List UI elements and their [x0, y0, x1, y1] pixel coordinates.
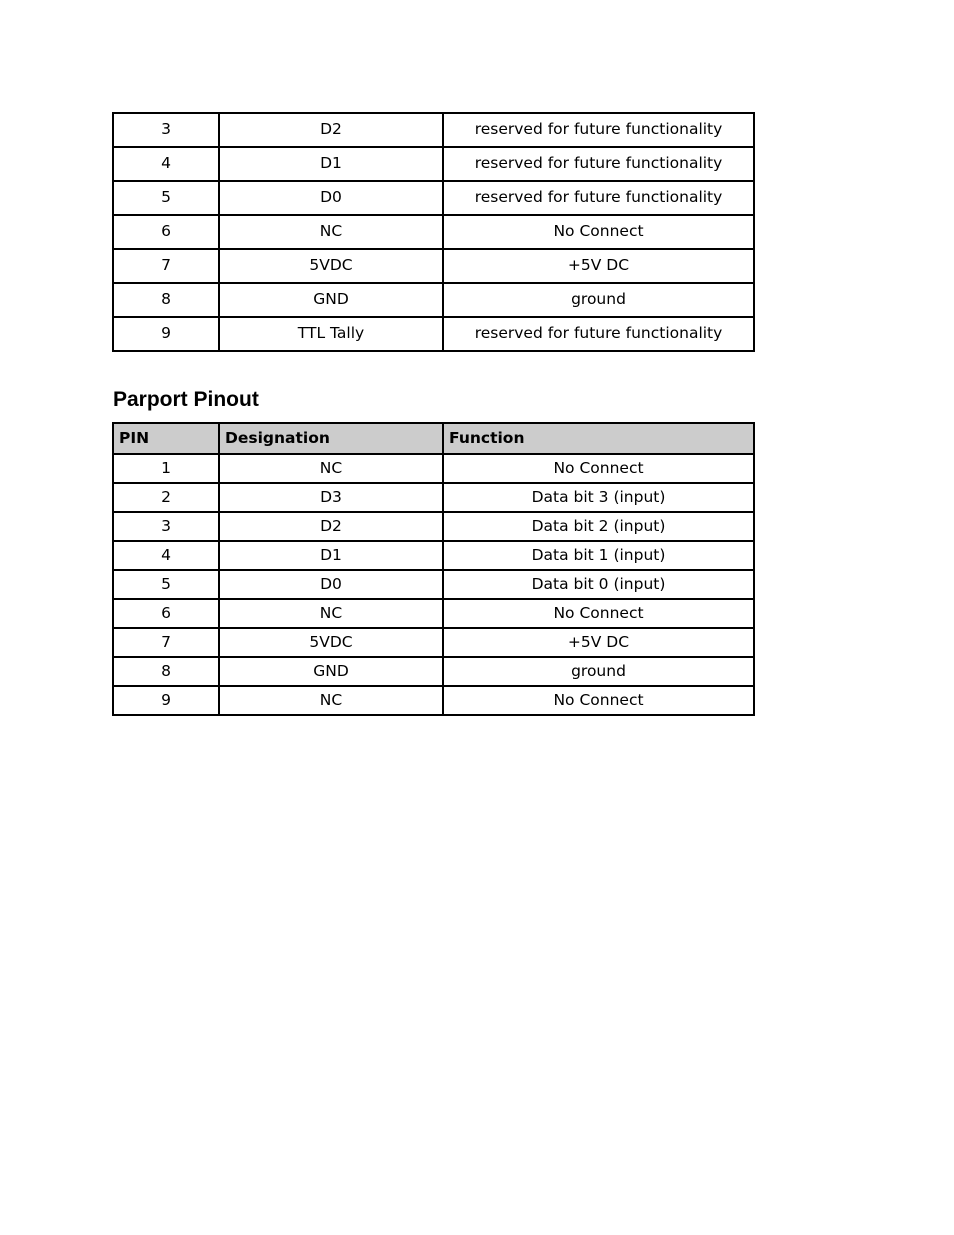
continued-table-body: [113, 113, 754, 351]
cell-pin: 6: [113, 215, 219, 249]
cell-pin: 7: [113, 628, 219, 657]
table-row: [113, 657, 754, 686]
cell-designation: NC: [219, 686, 443, 715]
table-row: [113, 628, 754, 657]
cell-pin: 9: [113, 317, 219, 351]
table-row: [113, 147, 754, 181]
cell-designation: 5VDC: [219, 628, 443, 657]
cell-designation: TTL Tally: [219, 317, 443, 351]
cell-designation: NC: [219, 454, 443, 483]
cell-pin: 3: [113, 512, 219, 541]
pinout-table-continued: [112, 112, 755, 352]
table-row: [113, 512, 754, 541]
cell-designation: D2: [219, 512, 443, 541]
table-header-row: [113, 423, 754, 454]
cell-pin: 5: [113, 570, 219, 599]
cell-designation: D1: [219, 147, 443, 181]
cell-function: reserved for future functionality: [443, 147, 754, 181]
table-row: [113, 541, 754, 570]
cell-pin: 4: [113, 147, 219, 181]
cell-designation: D0: [219, 570, 443, 599]
cell-pin: 4: [113, 541, 219, 570]
section-heading-parport-pinout: Parport Pinout: [113, 388, 259, 411]
cell-function: No Connect: [443, 454, 754, 483]
table-row: [113, 113, 754, 147]
cell-pin: 7: [113, 249, 219, 283]
parport-pinout-table: [112, 422, 755, 716]
cell-function: No Connect: [443, 599, 754, 628]
cell-designation: D1: [219, 541, 443, 570]
cell-pin: 6: [113, 599, 219, 628]
table-row: [113, 483, 754, 512]
cell-designation: D3: [219, 483, 443, 512]
table-row: [113, 599, 754, 628]
cell-pin: 5: [113, 181, 219, 215]
cell-pin: 8: [113, 657, 219, 686]
cell-function: ground: [443, 283, 754, 317]
cell-pin: 9: [113, 686, 219, 715]
cell-designation: D0: [219, 181, 443, 215]
cell-function: reserved for future functionality: [443, 113, 754, 147]
cell-function: +5V DC: [443, 249, 754, 283]
cell-function: reserved for future functionality: [443, 181, 754, 215]
cell-function: Data bit 1 (input): [443, 541, 754, 570]
cell-function: Data bit 3 (input): [443, 483, 754, 512]
cell-function: ground: [443, 657, 754, 686]
cell-function: No Connect: [443, 215, 754, 249]
table-row: [113, 249, 754, 283]
table-row: [113, 215, 754, 249]
cell-function: Data bit 2 (input): [443, 512, 754, 541]
column-header-pin: PIN: [113, 423, 219, 454]
cell-pin: 1: [113, 454, 219, 483]
table-row: [113, 317, 754, 351]
cell-pin: 8: [113, 283, 219, 317]
cell-function: Data bit 0 (input): [443, 570, 754, 599]
column-header-designation: Designation: [219, 423, 443, 454]
table-row: [113, 686, 754, 715]
cell-designation: 5VDC: [219, 249, 443, 283]
cell-designation: GND: [219, 283, 443, 317]
table-row: [113, 283, 754, 317]
cell-designation: NC: [219, 599, 443, 628]
cell-designation: D2: [219, 113, 443, 147]
cell-function: +5V DC: [443, 628, 754, 657]
cell-pin: 3: [113, 113, 219, 147]
table-row: [113, 181, 754, 215]
column-header-function: Function: [443, 423, 754, 454]
table-row: [113, 454, 754, 483]
table-row: [113, 570, 754, 599]
cell-designation: GND: [219, 657, 443, 686]
parport-table-body: [113, 454, 754, 715]
cell-function: reserved for future functionality: [443, 317, 754, 351]
cell-function: No Connect: [443, 686, 754, 715]
cell-pin: 2: [113, 483, 219, 512]
cell-designation: NC: [219, 215, 443, 249]
